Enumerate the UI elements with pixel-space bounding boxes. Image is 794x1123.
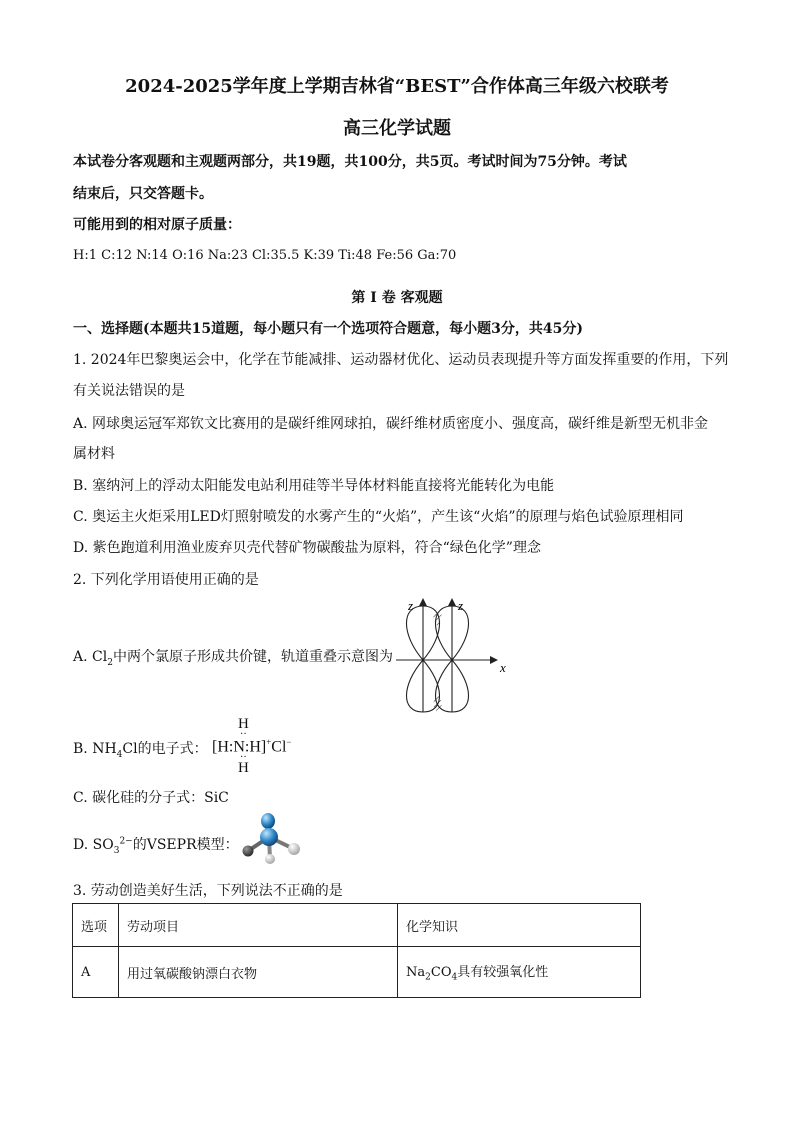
bottom-h: H <box>238 760 249 776</box>
vsepr-model-image <box>238 811 306 867</box>
x-axis-arrow <box>490 656 498 664</box>
x-label: x <box>500 660 506 675</box>
cl2-formula: $Cl_2$ <box>92 649 113 668</box>
header-chem-knowledge: 化学知识 <box>398 904 641 947</box>
top-electrons: ·· <box>240 729 247 740</box>
z-axis-left-arrow <box>419 598 427 606</box>
nh4cl-formula: $NH_4Cl$ <box>92 741 138 760</box>
ligand-atom-right <box>288 843 300 855</box>
z-axis-right-arrow <box>448 598 456 606</box>
q1-option-c: C. 奥运主火炬采用LED灯照射喷发的水雾产生的“火焰”，产生该“火焰”的原理与焰色试验原理相同 <box>73 509 684 525</box>
top-h: H <box>238 716 249 732</box>
central-atom <box>260 828 278 846</box>
q3-stem: 3. 劳动创造美好生活，下列说法不正确的是 <box>73 883 343 899</box>
lone-pair-lobe <box>261 813 275 829</box>
row-labor-item: 用过氧碳酸钠漂白衣物 <box>119 947 398 998</box>
overlap-lower <box>433 694 441 712</box>
bottom-electrons: ·· <box>240 752 247 763</box>
q1-option-b: B. 塞纳河上的浮动太阳能发电站利用硅等半导体材料能直接将光能转化为电能 <box>73 478 555 494</box>
ammonium-bracket: [H:N:H]+Cl− <box>212 737 292 756</box>
q3-table <box>72 903 641 998</box>
nh4cl-electron-formula <box>212 716 322 780</box>
section-title: 第 I 卷 客观题 <box>351 290 443 306</box>
atomic-mass-label: 可能用到的相对原子质量： <box>73 217 241 233</box>
q1-stem-1: 1. 2024年巴黎奥运会中，化学在节能减排、运动器材优化、运动员表现提升等方面发挥重要的作用，下列 <box>73 352 729 368</box>
q2-stem: 2. 下列化学用语使用正确的是 <box>73 572 259 588</box>
q2-option-a: A. $Cl_2$中两个氯原子形成共价键，轨道重叠示意图为 <box>73 649 393 668</box>
q2-option-d: D. $SO_3^{2-}$的VSEPR模型： <box>73 836 239 856</box>
so3-formula: $SO_3^{2-}$ <box>92 836 133 856</box>
q2-option-c: C. 碳化硅的分子式：SiC <box>73 790 229 806</box>
intro-line-2: 结束后，只交答题卡。 <box>73 186 213 202</box>
row-chem-knowledge: $Na_2CO_4$具有较强氧化性 <box>398 947 641 998</box>
header-labor-item: 劳动项目 <box>119 904 398 947</box>
ligand-atom-bottom <box>265 854 275 864</box>
intro-line-1: 本试卷分客观题和主观题两部分，共19题，共100分，共5页。考试时间为75分钟。考试 <box>73 154 627 170</box>
row-option: A <box>73 947 119 998</box>
exam-title: 2024-2025学年度上学期吉林省“BEST”合作体高三年级六校联考 <box>125 76 669 97</box>
z-label-left: z <box>408 598 414 613</box>
q1-option-d: D. 紫色跑道利用渔业废弃贝壳代替矿物碳酸盐为原料，符合“绿色化学”理念 <box>73 540 541 556</box>
header-option: 选项 <box>73 904 119 947</box>
orbital-overlap-diagram <box>392 596 512 714</box>
ligand-atom-left <box>243 846 254 857</box>
q2-option-b: B. $NH_4Cl$的电子式： <box>73 741 208 760</box>
z-label-right: z <box>458 598 464 613</box>
table-header-row <box>73 904 641 947</box>
table-row <box>73 947 641 998</box>
section-heading: 一、选择题(本题共15道题，每小题只有一个选项符合题意，每小题3分，共45分) <box>73 321 583 337</box>
q1-option-a-2: 属材料 <box>73 446 115 462</box>
q1-option-a-1: A. 网球奥运冠军郑钦文比赛用的是碳纤维网球拍，碳纤维材质密度小、强度高，碳纤维是新型无机非金 <box>73 416 709 432</box>
exam-subtitle: 高三化学试题 <box>343 118 451 139</box>
atomic-mass-list: H:1 C:12 N:14 O:16 Na:23 Cl:35.5 K:39 Ti:48 Fe:56 Ga:70 <box>73 248 457 263</box>
q1-stem-2: 有关说法错误的是 <box>73 383 185 399</box>
